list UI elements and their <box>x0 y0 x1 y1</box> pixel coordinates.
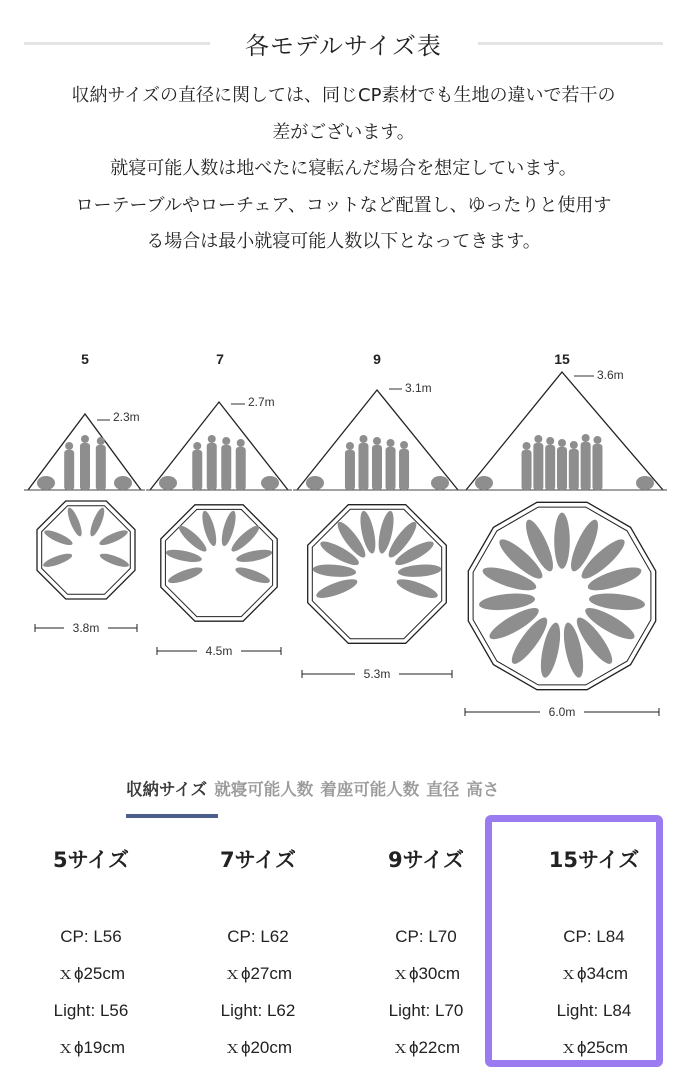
tab-diameter[interactable]: 直径 <box>426 780 460 799</box>
floor-outline-inner <box>165 509 272 616</box>
person-silhouette <box>387 439 395 447</box>
sleeping-figure <box>395 576 440 602</box>
intro-line: 差がございます。 <box>272 121 415 143</box>
sleeping-figure <box>166 564 204 586</box>
spec-column-5 <box>11 840 171 1066</box>
page-title: 各モデルサイズ表 <box>0 26 687 61</box>
tab-height[interactable]: 高さ <box>466 780 500 799</box>
sleeping-figure <box>88 506 107 538</box>
active-tab-indicator <box>126 814 218 818</box>
light-length: Light: L62 <box>220 1001 296 1020</box>
diameter-label: 5.3m <box>363 667 391 681</box>
sleeping-figure <box>234 564 272 586</box>
size-title: 5サイズ <box>53 848 129 872</box>
cp-diameter: ｘϕ27cm <box>223 964 293 983</box>
person-silhouette <box>306 476 324 490</box>
sleeping-figure <box>554 513 570 569</box>
tent-profile <box>293 389 462 490</box>
cp-length: CP: L84 <box>563 927 625 946</box>
diameter-label: 6.0m <box>548 705 576 719</box>
light-diameter: ｘϕ19cm <box>56 1038 126 1057</box>
floor-outline <box>37 501 135 599</box>
person-silhouette <box>386 447 396 490</box>
model-label: 5 <box>81 351 89 367</box>
person-silhouette <box>97 437 105 445</box>
person-silhouette <box>636 476 654 490</box>
person-silhouette <box>373 437 381 445</box>
person-silhouette <box>545 445 555 490</box>
person-silhouette <box>400 441 408 449</box>
person-silhouette <box>96 445 106 490</box>
light-diameter: ｘϕ22cm <box>391 1038 461 1057</box>
model-label: 15 <box>554 351 570 367</box>
sleeping-figure <box>397 563 441 578</box>
person-silhouette <box>581 442 591 490</box>
sleeping-figure <box>165 547 203 564</box>
cp-diameter: ｘϕ25cm <box>56 964 126 983</box>
person-silhouette <box>192 450 202 490</box>
tab-seating-capacity[interactable]: 着座可能人数 <box>320 780 420 799</box>
person-silhouette <box>557 447 567 490</box>
person-silhouette <box>236 447 246 490</box>
light-diameter: ｘϕ20cm <box>223 1038 293 1057</box>
person-silhouette <box>534 435 542 443</box>
height-label: 2.3m <box>113 410 140 424</box>
floor-plan <box>161 505 277 621</box>
floor-plan <box>308 505 447 644</box>
person-silhouette <box>65 442 73 450</box>
cp-length: CP: L62 <box>227 927 289 946</box>
tent-profile <box>24 414 145 490</box>
person-silhouette <box>592 444 602 490</box>
intro-line: 収納サイズの直径に関しては、同じCP素材でも生地の違いで若干の <box>71 85 616 106</box>
person-silhouette <box>346 442 354 450</box>
person-silhouette <box>64 450 74 490</box>
sleeping-figure <box>219 509 239 547</box>
light-length: Light: L56 <box>53 1001 129 1020</box>
person-silhouette <box>569 449 579 490</box>
cp-diameter: ｘϕ34cm <box>559 964 629 983</box>
person-silhouette <box>222 437 230 445</box>
person-silhouette <box>431 476 449 490</box>
tent-profile <box>462 372 667 490</box>
person-silhouette <box>345 450 355 490</box>
tab-sleeping-capacity[interactable]: 就寝可能人数 <box>214 780 314 799</box>
person-silhouette <box>159 476 177 490</box>
sleeping-figure <box>314 576 359 602</box>
floor-plan <box>468 502 655 689</box>
intro-line: 就寝可能人数は地べたに寝転んだ場合を想定しています。 <box>110 158 577 179</box>
person-silhouette <box>207 443 217 490</box>
floor-outline-inner <box>42 506 131 595</box>
model-label: 9 <box>373 351 381 367</box>
highlight-box <box>485 815 663 1067</box>
intro-line: ローテーブルやローチェア、コットなど配置し、ゆったりと使用す <box>75 194 612 216</box>
spec-column-9 <box>346 840 506 1066</box>
person-silhouette <box>37 476 55 490</box>
height-label: 2.7m <box>248 395 275 409</box>
floor-plan <box>37 501 135 599</box>
tent-size-diagram <box>0 340 687 730</box>
tent-profile <box>146 402 292 490</box>
intro-line: る場合は最小就寝可能人数以下となってきます。 <box>146 231 541 252</box>
floor-outline <box>161 505 277 621</box>
person-silhouette <box>81 435 89 443</box>
light-diameter: ｘϕ25cm <box>559 1038 629 1057</box>
cp-diameter: ｘϕ30cm <box>391 964 461 983</box>
person-silhouette <box>593 436 601 444</box>
intro-text <box>20 78 667 261</box>
person-silhouette <box>523 442 531 450</box>
person-silhouette <box>208 435 216 443</box>
sleeping-figure <box>65 506 84 538</box>
person-silhouette <box>399 449 409 490</box>
person-silhouette <box>114 476 132 490</box>
tab-storage-size[interactable]: 収納サイズ <box>126 780 208 799</box>
cp-length: CP: L70 <box>395 927 457 946</box>
person-silhouette <box>193 442 201 450</box>
light-length: Light: L70 <box>388 1001 464 1020</box>
section-header <box>0 22 687 62</box>
person-silhouette <box>546 437 554 445</box>
diameter-label: 4.5m <box>205 644 233 658</box>
person-silhouette <box>475 476 493 490</box>
person-silhouette <box>533 443 543 490</box>
person-silhouette <box>570 441 578 449</box>
person-silhouette <box>582 434 590 442</box>
size-title: 15サイズ <box>548 848 640 872</box>
person-silhouette <box>237 439 245 447</box>
light-length: Light: L84 <box>556 1001 632 1020</box>
size-title: 9サイズ <box>388 848 464 872</box>
diameter-label: 3.8m <box>72 621 100 635</box>
sleeping-figure <box>42 551 74 569</box>
model-label: 7 <box>216 351 224 367</box>
person-silhouette <box>358 443 368 490</box>
height-label: 3.6m <box>597 368 624 382</box>
sleeping-figure <box>200 509 220 547</box>
cp-length: CP: L56 <box>60 927 122 946</box>
person-silhouette <box>80 443 90 490</box>
person-silhouette <box>261 476 279 490</box>
sleeping-figure <box>312 563 356 578</box>
height-label: 3.1m <box>405 381 432 395</box>
person-silhouette <box>372 445 382 490</box>
sleeping-figure <box>98 551 130 569</box>
spec-tabs <box>126 776 506 816</box>
sleeping-figure <box>98 528 130 548</box>
person-silhouette <box>221 445 231 490</box>
spec-column-7 <box>178 840 338 1066</box>
person-silhouette <box>522 450 532 490</box>
sleeping-figure <box>43 528 75 548</box>
sleeping-figure <box>235 547 273 564</box>
size-title: 7サイズ <box>220 848 296 872</box>
person-silhouette <box>558 439 566 447</box>
person-silhouette <box>359 435 367 443</box>
